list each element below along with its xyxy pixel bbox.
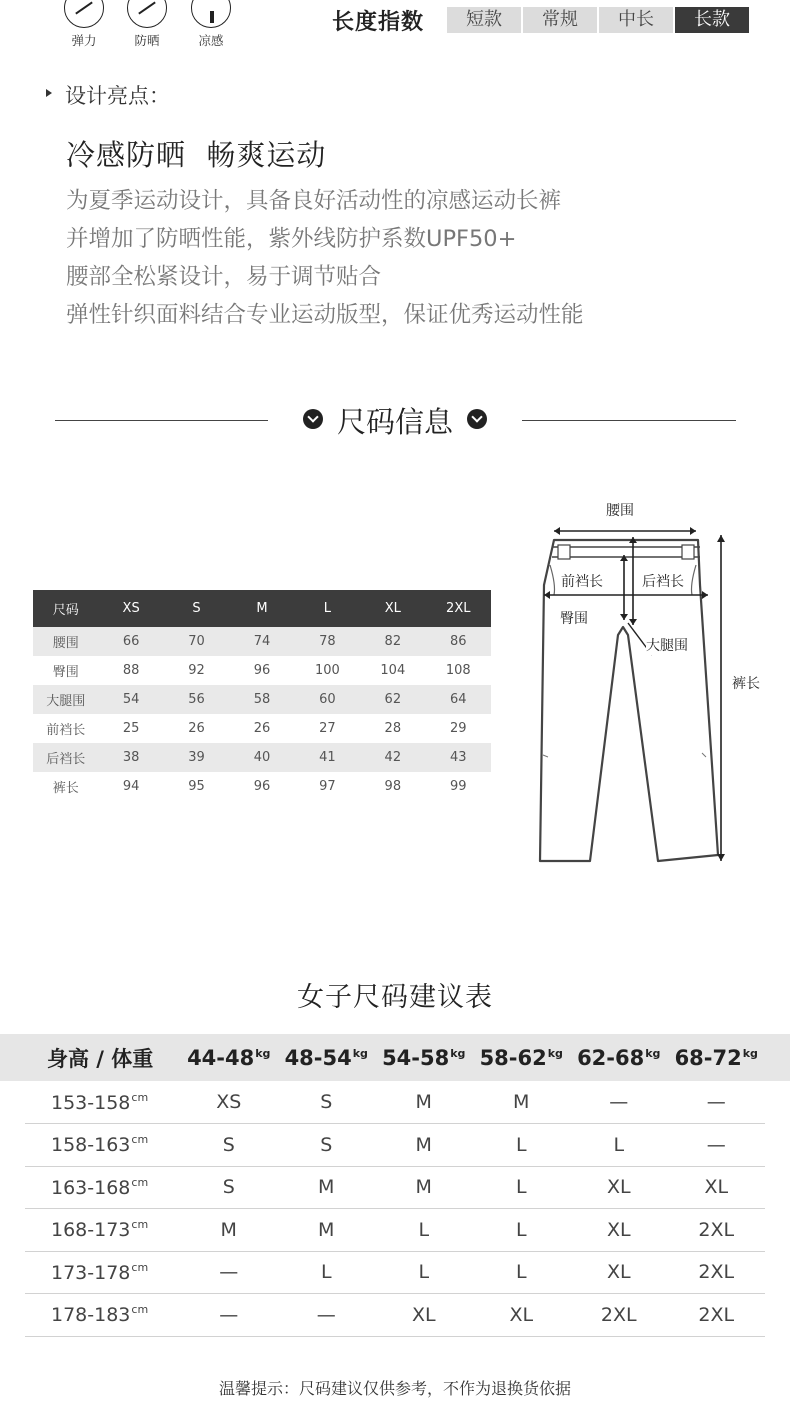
measurement-value: 40 bbox=[229, 743, 294, 772]
weight-unit: kg bbox=[742, 1046, 758, 1060]
measurement-label: 大腿围 bbox=[33, 685, 98, 714]
measurement-label: 臀围 bbox=[52, 665, 79, 680]
size-cell: L bbox=[473, 1124, 571, 1167]
height-unit: cm bbox=[131, 1218, 149, 1232]
measurement-value: 56 bbox=[164, 685, 229, 714]
measurement-value: 95 bbox=[188, 779, 205, 794]
header-cell: XS bbox=[98, 590, 163, 627]
measurement-value: 60 bbox=[295, 685, 360, 714]
measurement-value: 74 bbox=[229, 627, 294, 656]
weight-unit: kg bbox=[547, 1046, 563, 1060]
size-cell: XL bbox=[570, 1166, 668, 1209]
size-cell: L bbox=[473, 1251, 571, 1294]
recommendation-row bbox=[25, 1166, 765, 1209]
measurement-value: 29 bbox=[449, 721, 467, 736]
size-cell: M bbox=[180, 1209, 278, 1252]
size-cell: 2XL bbox=[668, 1294, 766, 1337]
length-index-title: 长度指数 bbox=[332, 10, 425, 35]
measurement-value: 64 bbox=[426, 685, 491, 714]
length-index-bar bbox=[447, 7, 749, 33]
weight-unit: kg bbox=[450, 1046, 466, 1060]
measurement-value: 99 bbox=[449, 779, 467, 794]
measurement-value: 58 bbox=[229, 685, 294, 714]
measurement-value: 42 bbox=[360, 743, 425, 772]
highlights-description bbox=[66, 182, 584, 334]
measurement-value: 108 bbox=[445, 663, 471, 678]
size-cell: M bbox=[375, 1081, 473, 1124]
size-cell: L bbox=[570, 1124, 668, 1167]
measurement-label: 裤长 bbox=[52, 781, 79, 796]
size-cell: XL bbox=[375, 1294, 473, 1337]
size-cell: 2XL bbox=[668, 1251, 766, 1294]
size-cell: L bbox=[375, 1251, 473, 1294]
size-cell: L bbox=[473, 1166, 571, 1209]
measurement-value: 104 bbox=[380, 663, 406, 678]
size-cell: M bbox=[473, 1081, 571, 1124]
measurement-label: 前裆长 bbox=[46, 723, 86, 738]
measurement-value: 96 bbox=[253, 779, 271, 794]
header-cell: XL bbox=[360, 590, 425, 627]
recommendation-row bbox=[25, 1294, 765, 1337]
measurement-value: 92 bbox=[188, 663, 205, 678]
height-cell bbox=[25, 1081, 180, 1124]
feature-sun-protection bbox=[122, 0, 172, 49]
weight-range: 62-68 bbox=[577, 1045, 645, 1070]
size-cell: L bbox=[473, 1209, 571, 1252]
height-range: 173-178 bbox=[51, 1261, 131, 1284]
length-option-short: 短款 bbox=[447, 7, 523, 33]
corner-cell: 身高 / 体重 bbox=[47, 1046, 154, 1071]
label-waist: 腰围 bbox=[606, 503, 634, 519]
weight-range: 58-62 bbox=[479, 1045, 547, 1070]
height-unit: cm bbox=[131, 1303, 149, 1317]
recommendation-header bbox=[25, 1034, 765, 1081]
measurement-value: 88 bbox=[122, 663, 140, 678]
height-range: 163-168 bbox=[51, 1176, 131, 1199]
highlight-line: 弹性针织面料结合专业运动版型，保证优秀运动性能 bbox=[66, 302, 584, 328]
height-unit: cm bbox=[131, 1175, 149, 1189]
recommendation-row bbox=[25, 1251, 765, 1294]
chevron-down-icon bbox=[303, 409, 323, 429]
size-cell: L bbox=[278, 1251, 376, 1294]
length-option-mid: 中长 bbox=[599, 7, 675, 33]
recommendation-table bbox=[25, 1034, 765, 1337]
measurement-value: 86 bbox=[426, 627, 491, 656]
size-table-row bbox=[33, 685, 491, 714]
highlights-title: 冷感防晒 畅爽运动 bbox=[66, 138, 327, 172]
weight-range: 44-48 bbox=[187, 1045, 255, 1070]
measurement-value: 43 bbox=[426, 743, 491, 772]
height-cell bbox=[25, 1294, 180, 1337]
measurement-value: 39 bbox=[164, 743, 229, 772]
size-table-row bbox=[33, 627, 491, 656]
size-cell: — bbox=[180, 1294, 278, 1337]
size-cell: M bbox=[278, 1209, 376, 1252]
feature-label: 防晒 bbox=[134, 33, 160, 48]
size-table-row bbox=[33, 714, 491, 743]
height-unit: cm bbox=[131, 1260, 149, 1274]
length-option-regular: 常规 bbox=[523, 7, 599, 33]
measurement-value: 41 bbox=[295, 743, 360, 772]
header-cell: L bbox=[295, 590, 360, 627]
height-cell bbox=[25, 1166, 180, 1209]
weight-unit: kg bbox=[352, 1046, 368, 1060]
size-cell: S bbox=[278, 1124, 376, 1167]
highlight-line: 腰部全松紧设计，易于调节贴合 bbox=[66, 264, 382, 290]
header-cell: S bbox=[164, 590, 229, 627]
size-cell: 2XL bbox=[668, 1209, 766, 1252]
stretch-icon bbox=[64, 0, 104, 28]
height-unit: cm bbox=[131, 1133, 149, 1147]
weight-header bbox=[570, 1034, 668, 1081]
height-unit: cm bbox=[131, 1090, 149, 1104]
size-table bbox=[33, 590, 491, 801]
measurement-value: 27 bbox=[319, 721, 336, 736]
size-cell: XS bbox=[180, 1081, 278, 1124]
length-option-long: 长款 bbox=[675, 7, 749, 33]
size-table-row bbox=[33, 743, 491, 772]
size-cell: XL bbox=[570, 1251, 668, 1294]
measurement-value: 25 bbox=[122, 721, 140, 736]
measurement-value: 100 bbox=[314, 663, 340, 678]
weight-range: 54-58 bbox=[382, 1045, 450, 1070]
header-cell: M bbox=[229, 590, 294, 627]
size-cell: M bbox=[278, 1166, 376, 1209]
highlight-line: 为夏季运动设计，具备良好活动性的凉感运动长裤 bbox=[66, 188, 562, 214]
size-cell: XL bbox=[473, 1294, 571, 1337]
height-cell bbox=[25, 1251, 180, 1294]
feature-label: 弹力 bbox=[71, 33, 97, 48]
size-cell: S bbox=[180, 1124, 278, 1167]
size-table-header bbox=[33, 590, 491, 627]
measurement-value: 96 bbox=[253, 663, 271, 678]
measurement-value: 54 bbox=[98, 685, 163, 714]
measurement-value: 82 bbox=[360, 627, 425, 656]
measurement-value: 26 bbox=[188, 721, 205, 736]
measurement-value: 26 bbox=[253, 721, 271, 736]
recommendation-row bbox=[25, 1124, 765, 1167]
size-cell: M bbox=[375, 1124, 473, 1167]
header-cell: 2XL bbox=[426, 590, 491, 627]
size-cell: — bbox=[278, 1294, 376, 1337]
label-hip: 臀围 bbox=[560, 611, 588, 627]
height-range: 158-163 bbox=[51, 1134, 131, 1157]
weight-header bbox=[278, 1034, 376, 1081]
label-front-rise: 前裆长 bbox=[561, 571, 603, 591]
measurement-label: 后裆长 bbox=[33, 743, 98, 772]
size-info-title: 尺码信息 bbox=[336, 405, 453, 439]
feature-stretch bbox=[59, 0, 109, 49]
measurement-value: 38 bbox=[98, 743, 163, 772]
size-cell: — bbox=[180, 1251, 278, 1294]
measurement-value: 78 bbox=[295, 627, 360, 656]
recommendation-row bbox=[25, 1209, 765, 1252]
feature-label: 凉感 bbox=[198, 33, 224, 48]
measurement-value: 66 bbox=[98, 627, 163, 656]
measurement-label: 腰围 bbox=[33, 627, 98, 656]
feature-cooling bbox=[186, 0, 236, 49]
size-cell: — bbox=[570, 1081, 668, 1124]
height-cell bbox=[25, 1124, 180, 1167]
size-table-row bbox=[33, 772, 491, 801]
label-back-rise: 后裆长 bbox=[642, 571, 684, 591]
height-cell bbox=[25, 1209, 180, 1252]
pants-diagram bbox=[528, 495, 790, 875]
label-length: 裤长 bbox=[732, 676, 760, 692]
recommendation-title: 女子尺码建议表 bbox=[297, 982, 493, 1013]
size-table-row bbox=[33, 656, 491, 685]
sun-protection-icon bbox=[127, 0, 167, 28]
size-cell: — bbox=[668, 1124, 766, 1167]
label-thigh: 大腿围 bbox=[646, 635, 688, 655]
measurement-value: 70 bbox=[164, 627, 229, 656]
measurement-value: 94 bbox=[122, 779, 140, 794]
size-cell: S bbox=[180, 1166, 278, 1209]
measurement-value: 62 bbox=[360, 685, 425, 714]
height-range: 168-173 bbox=[51, 1219, 131, 1242]
highlight-line: 并增加了防晒性能，紫外线防护系数UPF50+ bbox=[66, 226, 517, 252]
bullet-arrow-icon bbox=[46, 89, 52, 97]
weight-range: 48-54 bbox=[284, 1045, 352, 1070]
size-cell: S bbox=[278, 1081, 376, 1124]
weight-unit: kg bbox=[645, 1046, 661, 1060]
size-cell: M bbox=[375, 1166, 473, 1209]
disclaimer-tip: 温馨提示：尺码建议仅供参考，不作为退换货依据 bbox=[218, 1379, 571, 1398]
recommendation-row bbox=[25, 1081, 765, 1124]
size-cell: L bbox=[375, 1209, 473, 1252]
weight-header bbox=[375, 1034, 473, 1081]
size-info-heading bbox=[0, 400, 790, 441]
height-range: 178-183 bbox=[51, 1304, 131, 1327]
chevron-down-icon bbox=[467, 409, 487, 429]
highlights-heading: 设计亮点： bbox=[65, 84, 170, 108]
weight-unit: kg bbox=[255, 1046, 271, 1060]
measurement-value: 97 bbox=[319, 779, 336, 794]
size-cell: 2XL bbox=[570, 1294, 668, 1337]
weight-range: 68-72 bbox=[674, 1045, 742, 1070]
size-cell: XL bbox=[570, 1209, 668, 1252]
size-cell: — bbox=[668, 1081, 766, 1124]
header-cell: 尺码 bbox=[33, 590, 98, 627]
weight-header bbox=[180, 1034, 278, 1081]
measurement-value: 28 bbox=[384, 721, 402, 736]
size-cell: XL bbox=[668, 1166, 766, 1209]
height-range: 153-158 bbox=[51, 1091, 131, 1114]
cooling-icon bbox=[191, 0, 231, 28]
weight-header bbox=[668, 1034, 766, 1081]
weight-header bbox=[473, 1034, 571, 1081]
measurement-value: 98 bbox=[384, 779, 402, 794]
